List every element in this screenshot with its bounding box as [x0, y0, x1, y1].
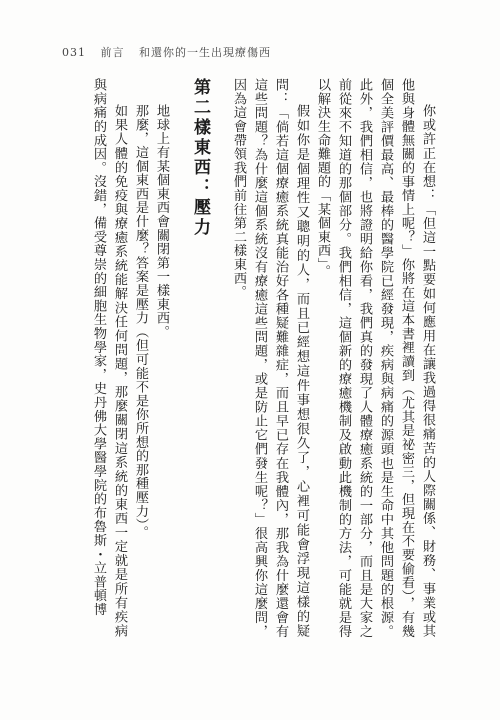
paragraph: 你或許正在想：「但這一點要如何應用在讓我過得很痛苦的人際關係、財務、事業或其他與身體無關的事情上呢？」你將在這本書裡讀到（尤其是祕密三，但現在不要偷看），有幾個全美評價最高、最棒的醫學院已經發現，疾病與病痛的源頭也是生命中其他問題的根源。此外，我們相信，也將證明給你看，我們真的發現了人體療癒系統的一部分，而且是大家之前從來不知道的那個部分。我們相信，這個新的療癒機制及啟動此機制的方法，可能就是得以解決生命難題的「某個東西」。	[315, 78, 435, 638]
body-text	[58, 78, 438, 638]
section-label: 前言	[100, 46, 125, 59]
paragraph: 地球上有某個東西會關閉第一樣東西。	[154, 104, 169, 339]
page-number: 031	[62, 46, 86, 59]
running-head	[62, 44, 281, 60]
paragraph: 那麼，這個東西是什麼？答案是壓力（但可能不是你所想的那種壓力）。	[133, 104, 148, 540]
section-heading: 第二樣東西：壓力	[190, 78, 210, 238]
book-title: 和還你的一生出現療傷西	[139, 46, 271, 59]
paragraph: 假如你是個理性又聰明的人，而且已經想這件事想很久了，心裡可能會浮現這樣的疑問：「倘若這個療癒系統真能治好各種疑難雜症，而且早已存在我體內，那我為什麼還會有這些問題？為什麼這個系統沒有療癒這些問題，或是防止它們發生呢？」很高興你這麼問，因為這會帶領我們前往第二樣東西。	[231, 78, 309, 638]
paragraph: 如果人體的免疫與療癒系統能解決任何問題，那麼關閉這系統的東西一定就是所有疾病與病痛的成因。沒錯，備受尊崇的細胞生物學家，史丹佛大學醫學院的布魯斯・立普頓博	[91, 78, 127, 638]
